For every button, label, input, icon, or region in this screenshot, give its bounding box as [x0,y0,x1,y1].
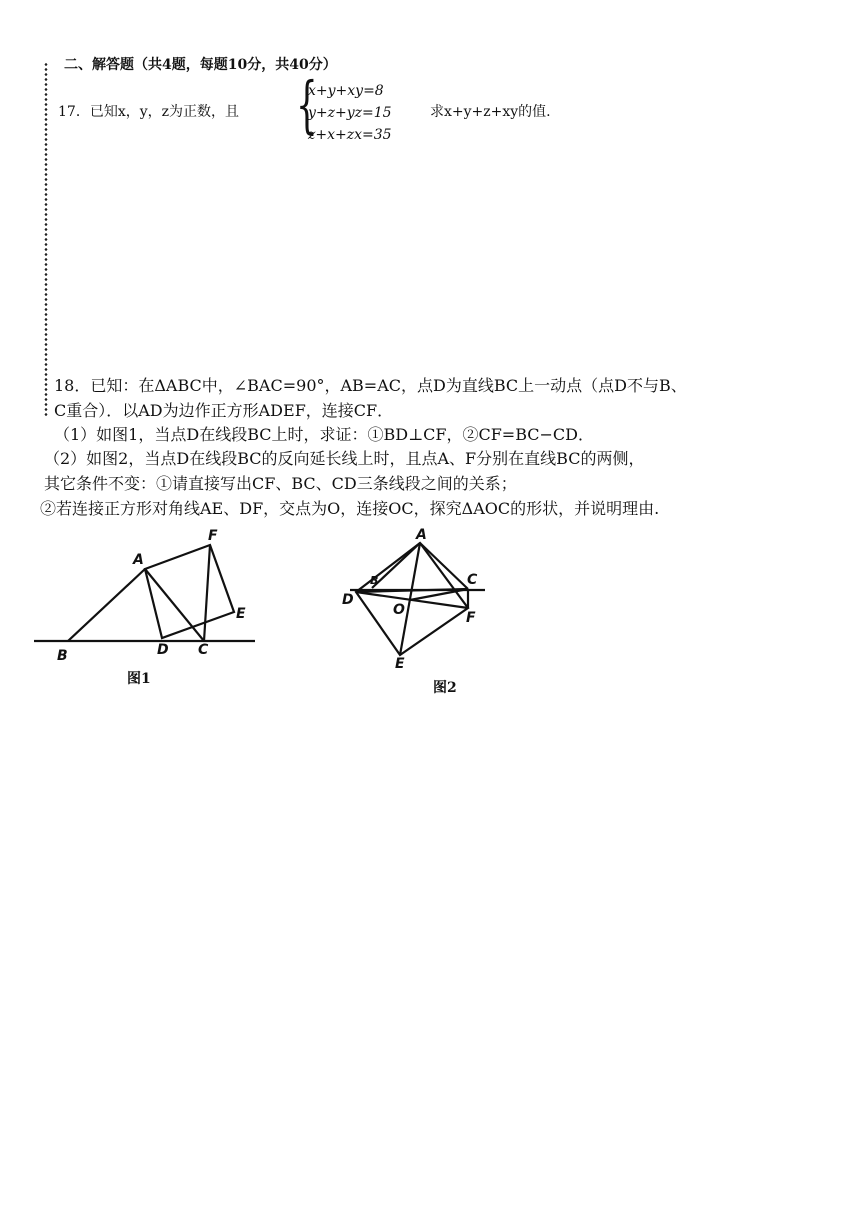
q18-line3: （1）如图1，当点D在线段BC上时，求证：①BD⊥CF，②CF=BC−CD． [54,425,594,444]
fig2-label-d: D [342,592,354,608]
fig1-label-f: F [208,528,218,544]
fig2-label-a: A [416,527,427,543]
fig1-label-d: D [157,642,169,658]
q18-line1: 18．已知：在ΔABC中，∠BAC=90°，AB=AC，点D为直线BC上一动点（点D不与B、 [54,376,687,395]
fig1-label-a: A [133,552,144,568]
equation-3: z+x+zx=35 [308,127,392,143]
fig2-label-f: F [466,610,476,626]
equation-2: y+z+yz=15 [308,105,392,121]
equation-1: x+y+xy=8 [308,83,384,99]
q18-line5: 其它条件不变：①请直接写出CF、BC、CD三条线段之间的关系； [44,474,517,493]
figure-1-caption: 图1 [127,671,151,687]
section-header: 二、解答题（共4题，每题10分，共40分） [64,57,337,73]
fig1-label-c: C [198,642,209,658]
q18-line4: （2）如图2，当点D在线段BC的反向延长线上时，且点A、F分别在直线BC的两侧， [44,449,645,468]
fig1-label-e: E [236,606,246,622]
q18-line6: ②若连接正方形对角线AE、DF，交点为O，连接OC，探究ΔAOC的形状，并说明理由. [40,499,660,518]
q17-lead: 17．已知x，y，z为正数，且 [58,104,239,120]
figure-2-caption: 图2 [433,680,457,696]
q18-line2: C重合）．以AD为边作正方形ADEF，连接CF． [54,401,394,420]
fig2-label-b: B [370,574,379,587]
fig2-label-o: O [393,602,405,618]
fig2-label-e: E [395,656,405,672]
q17-tail: 求x+y+z+xy的值. [430,104,551,120]
fig2-label-c: C [467,572,478,588]
fig1-label-b: B [57,648,68,664]
fig2-segment-ac [420,543,468,589]
equation-brace: { [296,68,318,141]
